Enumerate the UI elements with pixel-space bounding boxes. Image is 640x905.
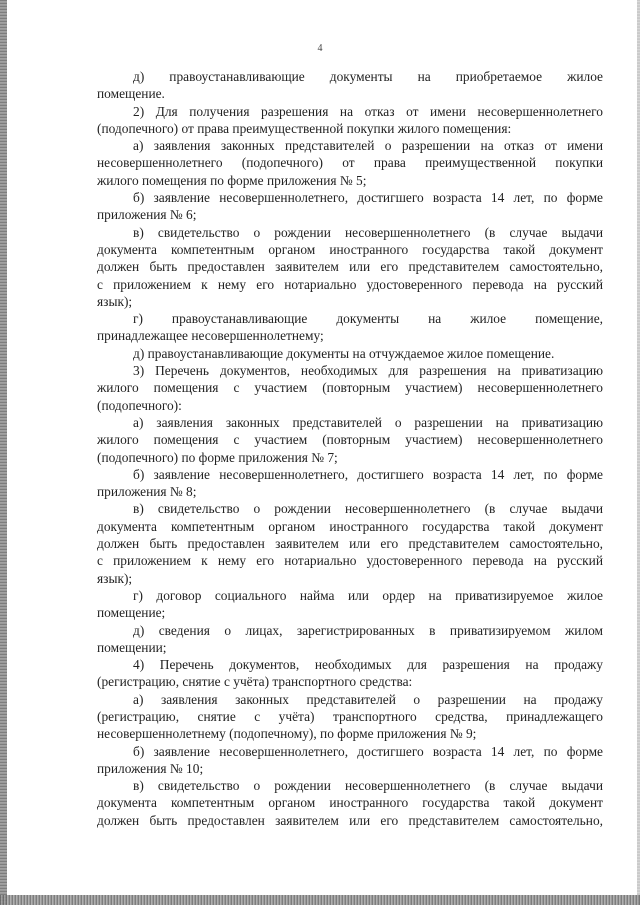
- text-line: язык);: [97, 570, 133, 586]
- text-line: 2) Для получения разрешения на отказ от имени несовершеннолетнего: [133, 103, 603, 119]
- text-line: должен быть предоставлен заявителем или его представителем самостоятельно,: [97, 812, 603, 828]
- text-line: с приложением к нему его нотариально удостоверенного перевода на русский: [97, 553, 603, 569]
- text-line: в) свидетельство о рождении несовершеннолетнего (в случае выдачи: [133, 778, 603, 794]
- text-line: (регистрацию, снятие с учёта) транспортного средства, принадлежащего: [97, 708, 603, 724]
- text-line: б) заявление несовершеннолетнего, достигшего возраста 14 лет, по форме: [133, 190, 603, 206]
- text-line: жилого помещения с участием (повторным участием) несовершеннолетнего: [97, 432, 603, 448]
- text-line: г) правоустанавливающие документы на жилое помещение,: [133, 311, 603, 327]
- text-line: несовершеннолетнего (подопечного) от права преимущественной покупки: [97, 155, 603, 171]
- text-line: 3) Перечень документов, необходимых для разрешения на приватизацию: [133, 363, 603, 379]
- scan-edge-left: [0, 0, 7, 905]
- text-line: д) сведения о лицах, зарегистрированных в приватизируемом жилом: [133, 622, 603, 638]
- text-line: приложения № 6;: [97, 207, 197, 223]
- text-line: помещении;: [97, 639, 167, 655]
- text-line: (подопечного) по форме приложения № 7;: [97, 449, 338, 465]
- text-line: б) заявление несовершеннолетнего, достигшего возраста 14 лет, по форме: [133, 466, 603, 482]
- text-line: помещение.: [97, 86, 165, 102]
- text-line: приложения № 10;: [97, 760, 204, 776]
- text-line: (подопечного) от права преимущественной покупки жилого помещения:: [97, 120, 512, 136]
- text-line: б) заявление несовершеннолетнего, достигшего возраста 14 лет, по форме: [133, 743, 603, 759]
- text-line: (подопечного):: [97, 397, 182, 413]
- text-line: д) правоустанавливающие документы на приобретаемое жилое: [133, 69, 603, 84]
- text-line: 4) Перечень документов, необходимых для разрешения на продажу: [133, 657, 603, 673]
- text-line: язык);: [97, 293, 133, 309]
- text-line: несовершеннолетнему (подопечному), по форме приложения № 9;: [97, 726, 477, 742]
- text-line: д) правоустанавливающие документы на отчуждаемое жилое помещение.: [133, 345, 555, 361]
- text-line: документа компетентным органом иностранного государства такой документ: [97, 795, 603, 811]
- text-line: а) заявления законных представителей о разрешении на отказ от имени: [133, 138, 603, 154]
- document-body: [97, 68, 603, 829]
- page-number: 4: [317, 43, 323, 54]
- text-line: с приложением к нему его нотариально удостоверенного перевода на русский: [97, 276, 603, 292]
- text-line: документа компетентным органом иностранного государства такой документ: [97, 518, 603, 534]
- text-line: жилого помещения с участием (повторным участием) несовершеннолетнего: [97, 380, 603, 396]
- text-line: принадлежащее несовершеннолетнему;: [97, 328, 324, 344]
- text-line: а) заявления законных представителей о разрешении на продажу: [133, 691, 603, 707]
- text-line: должен быть предоставлен заявителем или его представителем самостоятельно,: [97, 259, 603, 275]
- text-line: в) свидетельство о рождении несовершеннолетнего (в случае выдачи: [133, 501, 603, 517]
- text-line: документа компетентным органом иностранного государства такой документ: [97, 241, 603, 257]
- text-line: помещение;: [97, 605, 166, 621]
- text-line: в) свидетельство о рождении несовершеннолетнего (в случае выдачи: [133, 224, 603, 240]
- text-line: должен быть предоставлен заявителем или его представителем самостоятельно,: [97, 536, 603, 552]
- text-line: (регистрацию, снятие с учёта) транспортного средства:: [97, 674, 413, 690]
- text-line: приложения № 8;: [97, 484, 197, 500]
- text-line: а) заявления законных представителей о разрешении на приватизацию: [133, 414, 603, 430]
- text-line: жилого помещения по форме приложения № 5;: [97, 172, 367, 188]
- text-line: г) договор социального найма или ордер на приватизируемое жилое: [133, 587, 603, 603]
- scan-edge-bottom: [0, 895, 640, 905]
